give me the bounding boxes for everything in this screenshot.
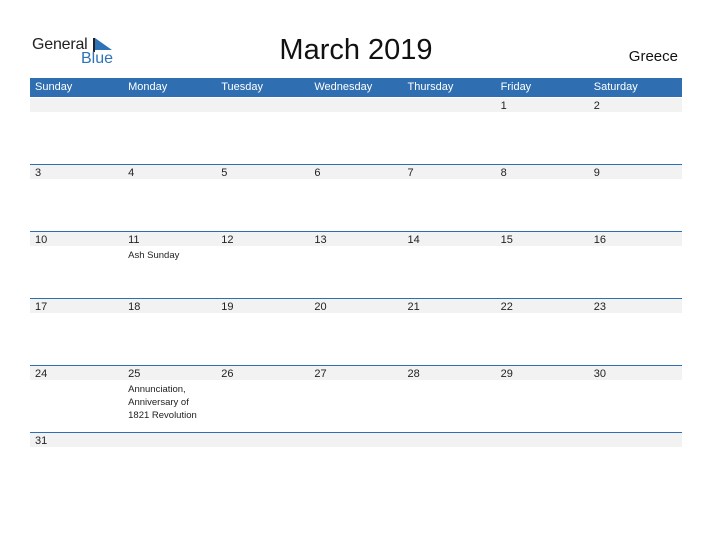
- day-number: 4: [128, 167, 135, 179]
- day-number: [128, 432, 216, 449]
- day-number: [128, 97, 216, 114]
- day-number: 25: [128, 368, 141, 380]
- day-cell: [403, 164, 496, 182]
- day-cell: [30, 97, 123, 115]
- day-cell: [30, 164, 123, 182]
- day-number: [594, 432, 682, 449]
- calendar-grid: [30, 78, 682, 499]
- weekday-monday: Monday: [128, 81, 168, 93]
- week-row: [30, 231, 682, 298]
- day-cell: [589, 164, 682, 182]
- day-number: 3: [35, 167, 42, 179]
- day-cell: [496, 432, 589, 450]
- day-number: 12: [221, 234, 234, 246]
- day-number: [314, 432, 402, 449]
- day-cell: [589, 365, 682, 422]
- day-number: [408, 432, 496, 449]
- day-cell: [123, 365, 216, 422]
- day-cell: [216, 164, 309, 182]
- week-row: [30, 365, 682, 432]
- day-number: 6: [314, 167, 321, 179]
- day-cell: [309, 298, 402, 316]
- day-number: 26: [221, 368, 234, 380]
- day-cell: [216, 298, 309, 316]
- day-number: 17: [35, 301, 48, 313]
- day-number: 9: [593, 167, 600, 179]
- day-number: [221, 432, 309, 449]
- day-cell: [496, 97, 589, 115]
- day-number: 13: [314, 234, 327, 246]
- day-number: 11: [128, 234, 140, 246]
- country-label: Greece: [628, 48, 678, 65]
- day-cell: [30, 365, 123, 422]
- week-row: [30, 432, 682, 499]
- holiday-label: Annunciation, Anniversary of 1821 Revolution: [128, 384, 197, 421]
- day-number: 19: [221, 301, 234, 313]
- logo-text-blue: Blue: [81, 50, 114, 67]
- day-number: 27: [314, 368, 327, 380]
- day-number: 22: [500, 301, 513, 313]
- week-row: [30, 97, 682, 164]
- day-number: 21: [407, 301, 420, 313]
- day-cell: [589, 231, 682, 262]
- day-cell: [123, 298, 216, 316]
- weekday-wednesday: Wednesday: [314, 81, 373, 93]
- day-number: 30: [593, 368, 606, 380]
- week-row: [30, 164, 682, 231]
- day-number: 18: [128, 301, 141, 313]
- day-number: [35, 97, 123, 114]
- day-number: 10: [35, 234, 48, 246]
- day-cell: [589, 97, 682, 115]
- day-cell: [216, 231, 309, 262]
- weekday-header: [30, 78, 682, 97]
- week-row: [30, 298, 682, 365]
- day-cell: [496, 365, 589, 422]
- weeks-container: [30, 97, 682, 499]
- day-cell: [309, 164, 402, 182]
- weekday-sunday: Sunday: [35, 81, 73, 93]
- day-cell: [216, 432, 309, 450]
- day-cell: [496, 298, 589, 316]
- day-number: 16: [593, 234, 606, 246]
- day-cell: [403, 97, 496, 115]
- day-cell: [403, 365, 496, 422]
- day-cell: [496, 164, 589, 182]
- day-number: 20: [314, 301, 327, 313]
- day-cell: [309, 365, 402, 422]
- day-number: 14: [407, 234, 420, 246]
- day-number: 5: [221, 167, 228, 179]
- day-cell: [496, 231, 589, 262]
- day-number: 15: [500, 234, 513, 246]
- page-title: March 2019: [279, 34, 433, 66]
- day-number: 23: [593, 301, 606, 313]
- weekday-thursday: Thursday: [407, 81, 454, 93]
- day-number: 29: [500, 368, 513, 380]
- day-cell: [589, 298, 682, 316]
- day-number: 1: [500, 100, 507, 112]
- day-cell: [123, 231, 216, 262]
- day-cell: [309, 432, 402, 450]
- day-number: 31: [35, 435, 48, 447]
- day-number: [221, 97, 309, 114]
- day-cell: [309, 231, 402, 262]
- day-number: [501, 432, 589, 449]
- day-number: [408, 97, 496, 114]
- day-cell: [30, 298, 123, 316]
- logo-text-general: General: [32, 36, 88, 53]
- day-number: [314, 97, 402, 114]
- holiday-label: Ash Sunday: [128, 250, 180, 261]
- day-cell: [123, 432, 216, 450]
- day-number: 7: [407, 167, 414, 179]
- weekday-tuesday: Tuesday: [221, 81, 264, 93]
- day-cell: [403, 432, 496, 450]
- day-cell: [403, 231, 496, 262]
- day-cell: [123, 97, 216, 115]
- weekday-saturday: Saturday: [593, 81, 638, 93]
- day-cell: [123, 164, 216, 182]
- day-number: 24: [35, 368, 48, 380]
- day-cell: [30, 231, 123, 262]
- weekday-friday: Friday: [500, 81, 532, 93]
- day-number: 8: [500, 167, 507, 179]
- day-cell: [216, 365, 309, 422]
- day-number: 2: [593, 100, 600, 112]
- day-cell: [403, 298, 496, 316]
- day-cell: [216, 97, 309, 115]
- day-cell: [30, 432, 123, 450]
- day-number: 28: [407, 368, 420, 380]
- day-cell: [589, 432, 682, 450]
- day-cell: [309, 97, 402, 115]
